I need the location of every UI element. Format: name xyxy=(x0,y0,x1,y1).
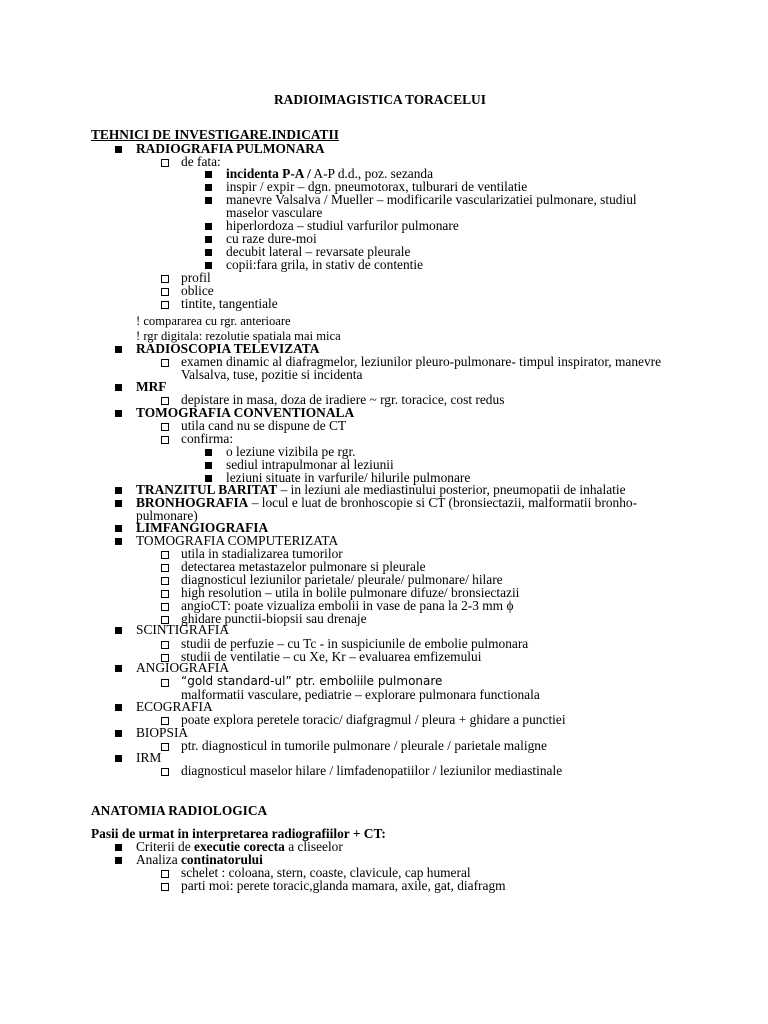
bullet-icon xyxy=(115,500,122,507)
list-item: decubit lateral – revarsate pleurale xyxy=(226,244,411,259)
list-item: utila cand nu se dispune de CT xyxy=(181,418,347,433)
bullet-icon xyxy=(115,844,122,851)
irm-label: IRM xyxy=(136,750,162,765)
bullet-icon xyxy=(205,262,212,269)
checkbox-icon xyxy=(161,288,169,296)
list-item: angioCT: poate vizualiza embolii in vase de pana la 2-3 mm ϕ xyxy=(181,598,514,613)
bullet-icon xyxy=(115,665,122,672)
list-item: high resolution – utila in bolile pulmonare difuze/ bronsiectazii xyxy=(181,585,520,600)
list-item: incidenta P-A / A-P d.d., poz. sezanda xyxy=(226,166,434,181)
checkbox-icon xyxy=(161,641,169,649)
bronhografia-item: BRONHOGRAFIA – locul e luat de bronhoscopie si CT (bronsiectazii, malformatii bronho- xyxy=(136,495,638,510)
checkbox-icon xyxy=(161,159,169,167)
checkbox-icon xyxy=(161,577,169,585)
list-item: ghidare punctii-biopsii sau drenaje xyxy=(181,611,367,626)
checkbox-icon xyxy=(161,564,169,572)
list-item: ptr. diagnosticul in tumorile pulmonare / pleurale / parietale maligne xyxy=(181,738,547,753)
checkbox-icon xyxy=(161,551,169,559)
biopsia-label: BIOPSIA xyxy=(136,725,189,740)
list-item: inspir / expir – dgn. pneumotorax, tulburari de ventilatie xyxy=(226,179,528,194)
bullet-icon xyxy=(115,346,122,353)
section-heading: ANATOMIA RADIOLOGICA xyxy=(91,803,268,818)
limfangiografia-label: LIMFANGIOGRAFIA xyxy=(136,520,269,535)
list-item: de fata: xyxy=(181,154,221,169)
checkbox-icon xyxy=(161,275,169,283)
tranzitul-item: TRANZITUL BARITAT – in leziuni ale mediastinului posterior, pneumopatii de inhalatie xyxy=(136,482,626,497)
subheading: Pasii de urmat in interpretarea radiografiilor + CT: xyxy=(91,826,386,841)
list-item: studii de perfuzie – cu Tc - in suspiciunile de embolie pulmonara xyxy=(181,636,529,651)
bullet-icon xyxy=(115,704,122,711)
ecografia-label: ECOGRAFIA xyxy=(136,699,213,714)
criterii-item: Criterii de executie corecta a cliseelor xyxy=(136,839,343,854)
checkbox-icon xyxy=(161,397,169,405)
list-item: profil xyxy=(181,270,211,285)
list-item: parti moi: perete toracic,glanda mamara, axile, gat, diafragm xyxy=(181,878,506,893)
list-item: hiperlordoza – studiul varfurilor pulmonare xyxy=(226,218,459,233)
list-item: tintite, tangentiale xyxy=(181,296,278,311)
radioscopia-label: RADIOSCOPIA TELEVIZATA xyxy=(136,341,320,356)
bullet-icon xyxy=(115,857,122,864)
bullet-icon xyxy=(115,730,122,737)
bullet-icon xyxy=(205,197,212,204)
angiografia-label: ANGIOGRAFIA xyxy=(136,660,229,675)
bullet-icon xyxy=(115,146,122,153)
bullet-icon xyxy=(115,525,122,532)
checkbox-icon xyxy=(161,717,169,725)
bullet-icon xyxy=(115,384,122,391)
checkbox-icon xyxy=(161,436,169,444)
list-item: sediul intrapulmonar al leziunii xyxy=(226,457,394,472)
bullet-icon xyxy=(115,755,122,762)
bullet-icon xyxy=(115,410,122,417)
bullet-icon xyxy=(205,223,212,230)
list-item: examen dinamic al diafragmelor, leziunilor pleuro-pulmonare- timpul inspirator, manevre xyxy=(181,354,662,369)
bullet-icon xyxy=(205,475,212,482)
list-item: copii:fara grila, in stativ de contentie xyxy=(226,257,424,272)
checkbox-icon xyxy=(161,603,169,611)
note: ! compararea cu rgr. anterioare xyxy=(136,314,291,328)
checkbox-icon xyxy=(161,768,169,776)
checkbox-icon xyxy=(161,301,169,309)
bullet-icon xyxy=(115,627,122,634)
ct-label: TOMOGRAFIA COMPUTERIZATA xyxy=(136,533,339,548)
checkbox-icon xyxy=(161,423,169,431)
list-item: cu raze dure-moi xyxy=(226,231,317,246)
list-item: diagnosticul leziunilor parietale/ pleurale/ pulmonare/ hilare xyxy=(181,572,503,587)
bullet-icon xyxy=(115,538,122,545)
checkbox-icon xyxy=(161,870,169,878)
checkbox-icon xyxy=(161,590,169,598)
bronhografia-item-cont: pulmonare) xyxy=(136,508,198,523)
scintigrafia-label: SCINTIGRAFIA xyxy=(136,622,229,637)
page-title: RADIOIMAGISTICA TORACELUI xyxy=(274,92,486,107)
list-item: o leziune vizibila pe rgr. xyxy=(226,444,356,459)
list-item: maselor vasculare xyxy=(226,205,323,220)
checkbox-icon xyxy=(161,883,169,891)
list-item: studii de ventilatie – cu Xe, Kr – evaluarea emfizemului xyxy=(181,649,482,664)
checkbox-icon xyxy=(161,679,169,687)
bullet-icon xyxy=(115,487,122,494)
radiografia-label: RADIOGRAFIA PULMONARA xyxy=(136,141,325,156)
list-item: malformatii vasculare, pediatrie – explorare pulmonara functionala xyxy=(181,687,540,702)
list-item: manevre Valsalva / Mueller – modificarile vascularizatiei pulmonare, studiul xyxy=(226,192,637,207)
section-heading: TEHNICI DE INVESTIGARE.INDICATII xyxy=(91,127,339,142)
list-item: “gold standard-ul” ptr. emboliile pulmonare xyxy=(181,674,443,688)
bullet-icon xyxy=(205,449,212,456)
mrf-label: MRF xyxy=(136,379,167,394)
bullet-icon xyxy=(205,236,212,243)
note: ! rgr digitala: rezolutie spatiala mai mica xyxy=(136,329,341,343)
analiza-item: Analiza continatorului xyxy=(136,852,263,867)
list-item: depistare in masa, doza de iradiere ~ rgr. toracice, cost redus xyxy=(181,392,505,407)
list-item: diagnosticul maselor hilare / limfadenopatiilor / leziunilor mediastinale xyxy=(181,763,563,778)
list-item: confirma: xyxy=(181,431,234,446)
list-item: Valsalva, tuse, pozitie si incidenta xyxy=(181,367,363,382)
bullet-icon xyxy=(205,184,212,191)
list-item: leziuni situate in varfurile/ hilurile pulmonare xyxy=(226,470,471,485)
tomografia-conv-label: TOMOGRAFIA CONVENTIONALA xyxy=(136,405,355,420)
checkbox-icon xyxy=(161,359,169,367)
list-item: oblice xyxy=(181,283,214,298)
list-item: poate explora peretele toracic/ diafgragmul / pleura + ghidare a punctiei xyxy=(181,712,566,727)
bullet-icon xyxy=(205,462,212,469)
bullet-icon xyxy=(205,171,212,178)
list-item: detectarea metastazelor pulmonare si pleurale xyxy=(181,559,426,574)
bullet-icon xyxy=(205,249,212,256)
checkbox-icon xyxy=(161,743,169,751)
list-item: utila in stadializarea tumorilor xyxy=(181,546,343,561)
list-item: schelet : coloana, stern, coaste, clavicule, cap humeral xyxy=(181,865,471,880)
